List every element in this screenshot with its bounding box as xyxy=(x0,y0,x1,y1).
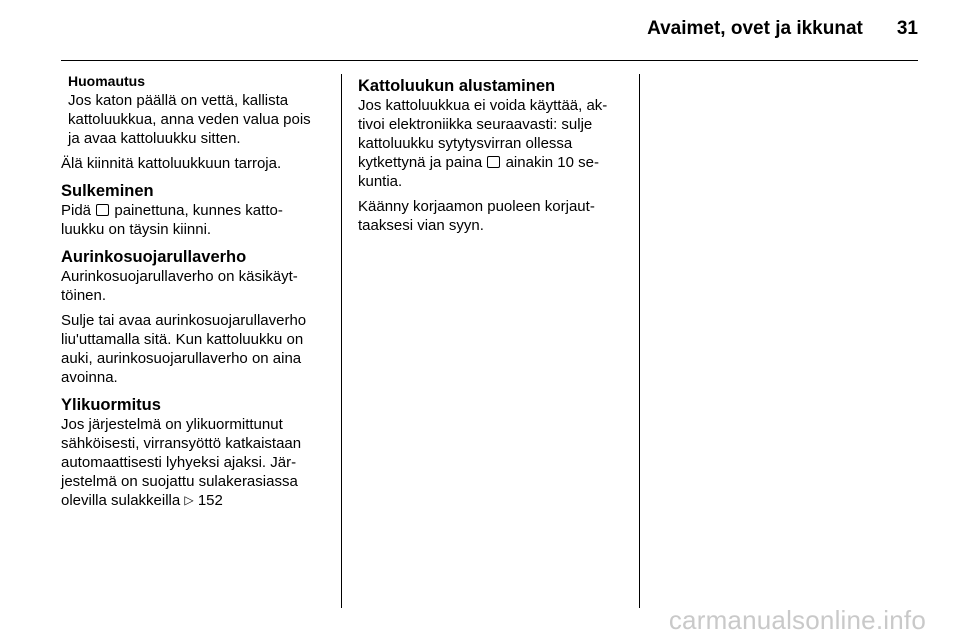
page-header xyxy=(647,18,918,40)
paragraph-ylikuormitus: Jos järjestelmä on ylikuormittunut sähköisesti, virransyöttö katkaistaan automaattisesti lyhyeksi ajaksi. Jär- jestelmä on suojattu sulakerasiassa olevilla sulakkeilla ▷ 152 xyxy=(61,416,302,509)
paragraph-stickers: Älä kiinnitä kattoluukkuun tarroja. xyxy=(61,155,282,172)
header-rule xyxy=(61,60,918,61)
column-divider-1 xyxy=(341,74,342,608)
heading-sulkeminen: Sulkeminen xyxy=(61,182,154,200)
note-line: ja avaa kattoluukku sitten. xyxy=(68,130,241,147)
column-2 xyxy=(358,72,630,241)
paragraph-sulkeminen: Pidä painettuna, kunnes katto- luukku on täysin kiinni. xyxy=(61,202,283,238)
note-title: Huomautus xyxy=(68,73,145,89)
page-number: 31 xyxy=(896,18,918,39)
roof-button-icon xyxy=(96,204,109,216)
roof-button-icon xyxy=(487,156,500,168)
note-line: kattoluukkua, anna veden valua pois xyxy=(68,111,311,128)
watermark: carmanualsonline.info xyxy=(668,605,926,635)
column-1 xyxy=(61,72,333,516)
column-divider-2 xyxy=(639,74,640,608)
page-reference-link[interactable]: 152 xyxy=(197,492,223,509)
note-box xyxy=(61,72,333,148)
page-reference-arrow-icon: ▷ xyxy=(184,493,194,507)
heading-aurinkosuojarullaverho: Aurinkosuojarullaverho xyxy=(61,248,247,266)
page-title: Avaimet, ovet ja ikkunat xyxy=(647,18,863,39)
heading-ylikuormitus: Ylikuormitus xyxy=(61,396,161,414)
note-line: Jos katon päällä on vettä, kallista xyxy=(68,92,289,109)
heading-kattoluukun-alustaminen: Kattoluukun alustaminen xyxy=(358,77,556,95)
paragraph-korjaamo: Käänny korjaamon puoleen korjaut- taaksesi vian syyn. xyxy=(358,198,595,234)
paragraph-alustaminen: Jos kattoluukkua ei voida käyttää, ak- tivoi elektroniikka seuraavasti: sulje kattoluukku sytytysvirran ollessa kytkettynä ja paina ainakin 10 se- kuntia. xyxy=(358,97,608,190)
paragraph-aurinko-2: Sulje tai avaa aurinkosuojarullaverho liu'uttamalla sitä. Kun kattoluukku on auki, aurinkosuojarullaverho on aina avoinna. xyxy=(61,312,307,386)
paragraph-aurinko-1: Aurinkosuojarullaverho on käsikäyt- töinen. xyxy=(61,268,298,304)
